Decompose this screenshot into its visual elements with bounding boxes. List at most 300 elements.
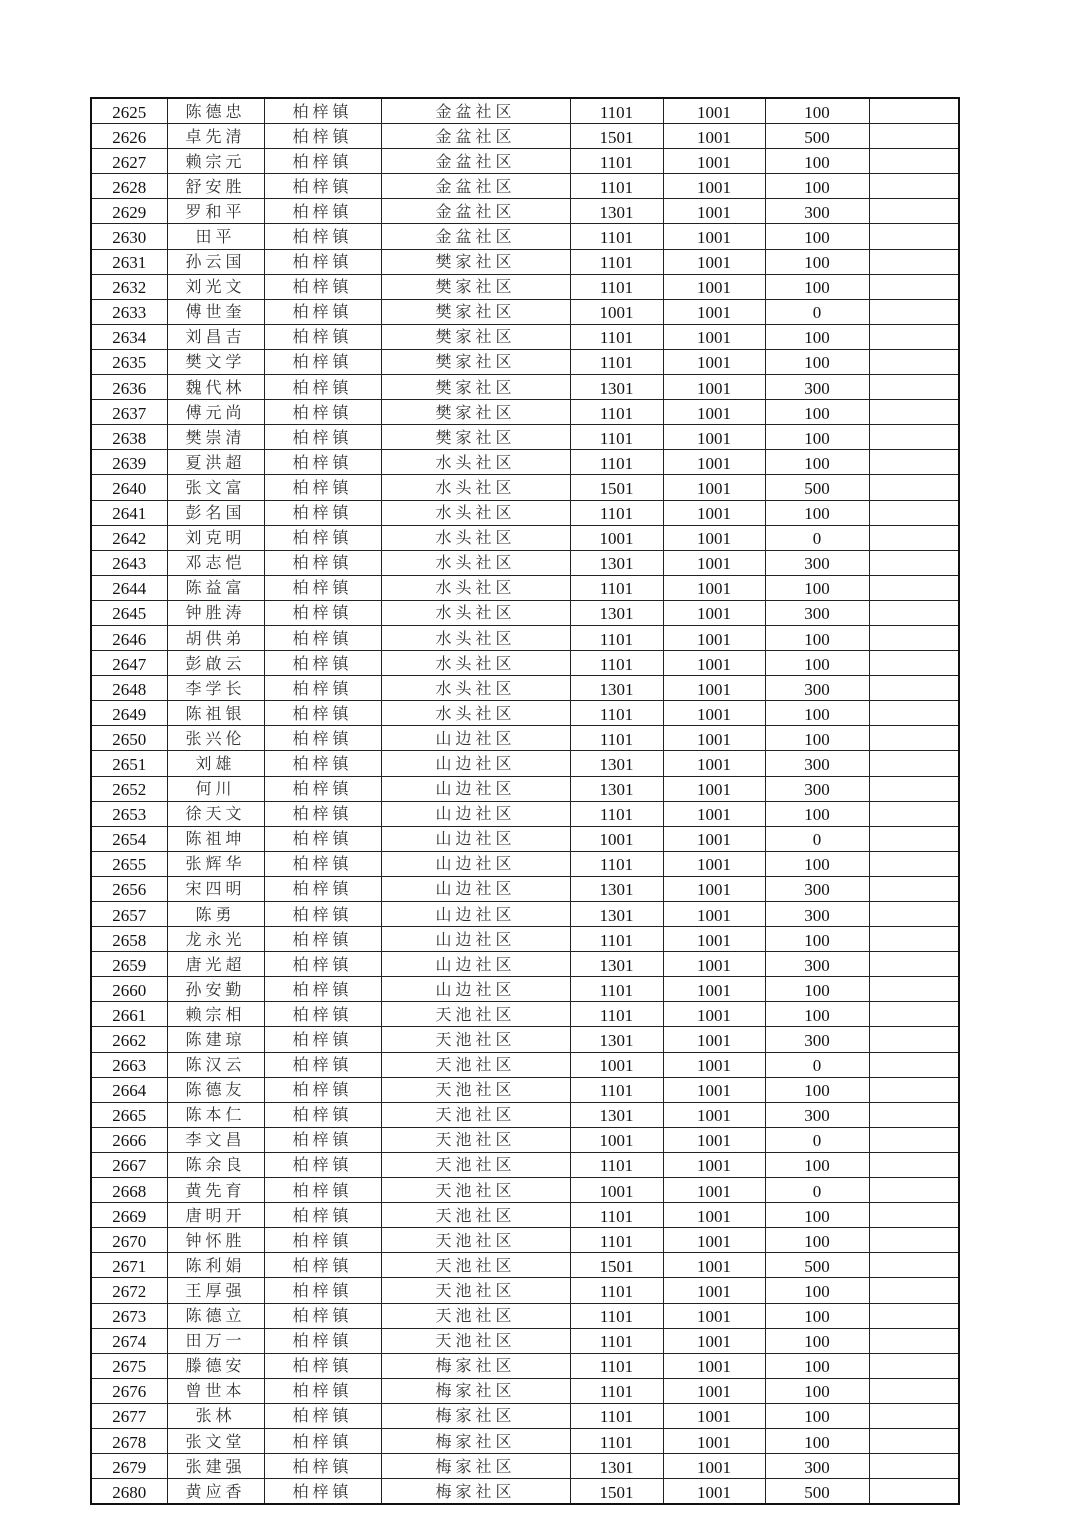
community-cell: 天池社区 bbox=[381, 1178, 570, 1203]
code2-cell: 1001 bbox=[663, 525, 765, 550]
code2-cell: 1001 bbox=[663, 977, 765, 1002]
amount-cell: 100 bbox=[765, 224, 869, 249]
town-cell: 柏梓镇 bbox=[264, 550, 381, 575]
name-cell: 孙安勤 bbox=[167, 977, 264, 1002]
row-index-cell: 2649 bbox=[91, 701, 167, 726]
remark-cell bbox=[869, 1228, 959, 1253]
table-row bbox=[91, 902, 959, 927]
name-cell: 张文堂 bbox=[167, 1428, 264, 1453]
code2-cell: 1001 bbox=[663, 400, 765, 425]
row-index-cell: 2657 bbox=[91, 902, 167, 927]
table-row bbox=[91, 1328, 959, 1353]
remark-cell bbox=[869, 1077, 959, 1102]
community-cell: 山边社区 bbox=[381, 902, 570, 927]
row-index-cell: 2629 bbox=[91, 199, 167, 224]
name-cell: 刘昌吉 bbox=[167, 324, 264, 349]
code2-cell: 1001 bbox=[663, 324, 765, 349]
amount-cell: 500 bbox=[765, 124, 869, 149]
row-index-cell: 2643 bbox=[91, 550, 167, 575]
table-row bbox=[91, 98, 959, 124]
name-cell: 卓先清 bbox=[167, 124, 264, 149]
row-index-cell: 2633 bbox=[91, 299, 167, 324]
town-cell: 柏梓镇 bbox=[264, 1178, 381, 1203]
community-cell: 山边社区 bbox=[381, 726, 570, 751]
community-cell: 樊家社区 bbox=[381, 324, 570, 349]
row-index-cell: 2673 bbox=[91, 1303, 167, 1328]
amount-cell: 100 bbox=[765, 1278, 869, 1303]
table-row bbox=[91, 550, 959, 575]
remark-cell bbox=[869, 1479, 959, 1505]
name-cell: 陈德友 bbox=[167, 1077, 264, 1102]
code1-cell: 1101 bbox=[570, 1002, 663, 1027]
amount-cell: 100 bbox=[765, 149, 869, 174]
amount-cell: 100 bbox=[765, 349, 869, 374]
row-index-cell: 2668 bbox=[91, 1178, 167, 1203]
amount-cell: 300 bbox=[765, 952, 869, 977]
table-row bbox=[91, 174, 959, 199]
amount-cell: 100 bbox=[765, 1428, 869, 1453]
remark-cell bbox=[869, 249, 959, 274]
remark-cell bbox=[869, 1428, 959, 1453]
community-cell: 水头社区 bbox=[381, 676, 570, 701]
table-row bbox=[91, 1002, 959, 1027]
remark-cell bbox=[869, 1102, 959, 1127]
amount-cell: 300 bbox=[765, 1102, 869, 1127]
remark-cell bbox=[869, 274, 959, 299]
name-cell: 张兴伦 bbox=[167, 726, 264, 751]
table-row bbox=[91, 475, 959, 500]
town-cell: 柏梓镇 bbox=[264, 1077, 381, 1102]
row-index-cell: 2632 bbox=[91, 274, 167, 299]
town-cell: 柏梓镇 bbox=[264, 952, 381, 977]
code1-cell: 1301 bbox=[570, 199, 663, 224]
code2-cell: 1001 bbox=[663, 851, 765, 876]
table-row bbox=[91, 1479, 959, 1505]
remark-cell bbox=[869, 801, 959, 826]
row-index-cell: 2635 bbox=[91, 349, 167, 374]
row-index-cell: 2661 bbox=[91, 1002, 167, 1027]
town-cell: 柏梓镇 bbox=[264, 1152, 381, 1177]
community-cell: 天池社区 bbox=[381, 1328, 570, 1353]
town-cell: 柏梓镇 bbox=[264, 1127, 381, 1152]
table-row bbox=[91, 450, 959, 475]
name-cell: 胡供弟 bbox=[167, 625, 264, 650]
code2-cell: 1001 bbox=[663, 1077, 765, 1102]
table-row bbox=[91, 1253, 959, 1278]
code2-cell: 1001 bbox=[663, 1228, 765, 1253]
code1-cell: 1101 bbox=[570, 625, 663, 650]
code2-cell: 1001 bbox=[663, 1052, 765, 1077]
row-index-cell: 2645 bbox=[91, 600, 167, 625]
remark-cell bbox=[869, 174, 959, 199]
community-cell: 天池社区 bbox=[381, 1102, 570, 1127]
code2-cell: 1001 bbox=[663, 1278, 765, 1303]
town-cell: 柏梓镇 bbox=[264, 299, 381, 324]
amount-cell: 100 bbox=[765, 1077, 869, 1102]
code2-cell: 1001 bbox=[663, 1253, 765, 1278]
code1-cell: 1101 bbox=[570, 274, 663, 299]
row-index-cell: 2654 bbox=[91, 826, 167, 851]
amount-cell: 300 bbox=[765, 751, 869, 776]
amount-cell: 100 bbox=[765, 927, 869, 952]
remark-cell bbox=[869, 425, 959, 450]
town-cell: 柏梓镇 bbox=[264, 224, 381, 249]
name-cell: 张建强 bbox=[167, 1454, 264, 1479]
community-cell: 梅家社区 bbox=[381, 1454, 570, 1479]
code2-cell: 1001 bbox=[663, 425, 765, 450]
code2-cell: 1001 bbox=[663, 676, 765, 701]
community-cell: 梅家社区 bbox=[381, 1403, 570, 1428]
remark-cell bbox=[869, 1178, 959, 1203]
community-cell: 水头社区 bbox=[381, 450, 570, 475]
remark-cell bbox=[869, 1403, 959, 1428]
name-cell: 陈德立 bbox=[167, 1303, 264, 1328]
name-cell: 陈汉云 bbox=[167, 1052, 264, 1077]
name-cell: 彭啟云 bbox=[167, 651, 264, 676]
remark-cell bbox=[869, 1052, 959, 1077]
code2-cell: 1001 bbox=[663, 1002, 765, 1027]
code2-cell: 1001 bbox=[663, 375, 765, 400]
code2-cell: 1001 bbox=[663, 224, 765, 249]
community-cell: 山边社区 bbox=[381, 851, 570, 876]
name-cell: 唐明开 bbox=[167, 1203, 264, 1228]
row-index-cell: 2631 bbox=[91, 249, 167, 274]
row-index-cell: 2669 bbox=[91, 1203, 167, 1228]
amount-cell: 500 bbox=[765, 1253, 869, 1278]
town-cell: 柏梓镇 bbox=[264, 575, 381, 600]
community-cell: 梅家社区 bbox=[381, 1378, 570, 1403]
community-cell: 水头社区 bbox=[381, 475, 570, 500]
code1-cell: 1101 bbox=[570, 927, 663, 952]
code2-cell: 1001 bbox=[663, 124, 765, 149]
code1-cell: 1301 bbox=[570, 902, 663, 927]
remark-cell bbox=[869, 450, 959, 475]
remark-cell bbox=[869, 977, 959, 1002]
row-index-cell: 2655 bbox=[91, 851, 167, 876]
code1-cell: 1101 bbox=[570, 425, 663, 450]
code1-cell: 1101 bbox=[570, 1403, 663, 1428]
amount-cell: 500 bbox=[765, 475, 869, 500]
code1-cell: 1501 bbox=[570, 1253, 663, 1278]
town-cell: 柏梓镇 bbox=[264, 199, 381, 224]
table-row bbox=[91, 1077, 959, 1102]
name-cell: 何川 bbox=[167, 776, 264, 801]
name-cell: 张辉华 bbox=[167, 851, 264, 876]
remark-cell bbox=[869, 199, 959, 224]
name-cell: 徐天文 bbox=[167, 801, 264, 826]
name-cell: 钟胜涛 bbox=[167, 600, 264, 625]
name-cell: 黄先育 bbox=[167, 1178, 264, 1203]
amount-cell: 300 bbox=[765, 876, 869, 901]
remark-cell bbox=[869, 826, 959, 851]
community-cell: 天池社区 bbox=[381, 1052, 570, 1077]
community-cell: 天池社区 bbox=[381, 1077, 570, 1102]
name-cell: 李学长 bbox=[167, 676, 264, 701]
code1-cell: 1101 bbox=[570, 1203, 663, 1228]
table-row bbox=[91, 1027, 959, 1052]
community-cell: 梅家社区 bbox=[381, 1428, 570, 1453]
remark-cell bbox=[869, 1253, 959, 1278]
town-cell: 柏梓镇 bbox=[264, 1353, 381, 1378]
remark-cell bbox=[869, 1027, 959, 1052]
amount-cell: 300 bbox=[765, 676, 869, 701]
community-cell: 樊家社区 bbox=[381, 249, 570, 274]
name-cell: 刘克明 bbox=[167, 525, 264, 550]
town-cell: 柏梓镇 bbox=[264, 149, 381, 174]
name-cell: 陈祖坤 bbox=[167, 826, 264, 851]
name-cell: 傅元尚 bbox=[167, 400, 264, 425]
row-index-cell: 2648 bbox=[91, 676, 167, 701]
remark-cell bbox=[869, 1328, 959, 1353]
amount-cell: 100 bbox=[765, 324, 869, 349]
data-table bbox=[90, 97, 960, 1505]
code1-cell: 1101 bbox=[570, 575, 663, 600]
community-cell: 天池社区 bbox=[381, 1002, 570, 1027]
town-cell: 柏梓镇 bbox=[264, 1027, 381, 1052]
code1-cell: 1101 bbox=[570, 450, 663, 475]
name-cell: 王厚强 bbox=[167, 1278, 264, 1303]
table-row bbox=[91, 927, 959, 952]
community-cell: 水头社区 bbox=[381, 500, 570, 525]
code1-cell: 1001 bbox=[570, 1052, 663, 1077]
table-row bbox=[91, 600, 959, 625]
row-index-cell: 2650 bbox=[91, 726, 167, 751]
code1-cell: 1101 bbox=[570, 1228, 663, 1253]
remark-cell bbox=[869, 1353, 959, 1378]
town-cell: 柏梓镇 bbox=[264, 1278, 381, 1303]
code1-cell: 1301 bbox=[570, 676, 663, 701]
row-index-cell: 2637 bbox=[91, 400, 167, 425]
remark-cell bbox=[869, 400, 959, 425]
community-cell: 天池社区 bbox=[381, 1152, 570, 1177]
code1-cell: 1001 bbox=[570, 1127, 663, 1152]
table-body bbox=[91, 98, 959, 1504]
code2-cell: 1001 bbox=[663, 1152, 765, 1177]
community-cell: 山边社区 bbox=[381, 801, 570, 826]
row-index-cell: 2658 bbox=[91, 927, 167, 952]
community-cell: 山边社区 bbox=[381, 977, 570, 1002]
code2-cell: 1001 bbox=[663, 575, 765, 600]
name-cell: 陈益富 bbox=[167, 575, 264, 600]
town-cell: 柏梓镇 bbox=[264, 349, 381, 374]
code2-cell: 1001 bbox=[663, 500, 765, 525]
code1-cell: 1101 bbox=[570, 701, 663, 726]
remark-cell bbox=[869, 324, 959, 349]
code1-cell: 1101 bbox=[570, 1077, 663, 1102]
town-cell: 柏梓镇 bbox=[264, 450, 381, 475]
community-cell: 天池社区 bbox=[381, 1253, 570, 1278]
name-cell: 孙云国 bbox=[167, 249, 264, 274]
town-cell: 柏梓镇 bbox=[264, 676, 381, 701]
code2-cell: 1001 bbox=[663, 174, 765, 199]
row-index-cell: 2636 bbox=[91, 375, 167, 400]
name-cell: 夏洪超 bbox=[167, 450, 264, 475]
town-cell: 柏梓镇 bbox=[264, 625, 381, 650]
table-row bbox=[91, 124, 959, 149]
row-index-cell: 2676 bbox=[91, 1378, 167, 1403]
code1-cell: 1101 bbox=[570, 500, 663, 525]
town-cell: 柏梓镇 bbox=[264, 324, 381, 349]
amount-cell: 0 bbox=[765, 299, 869, 324]
code2-cell: 1001 bbox=[663, 1178, 765, 1203]
code1-cell: 1301 bbox=[570, 776, 663, 801]
code2-cell: 1001 bbox=[663, 550, 765, 575]
community-cell: 水头社区 bbox=[381, 575, 570, 600]
code2-cell: 1001 bbox=[663, 927, 765, 952]
name-cell: 傅世奎 bbox=[167, 299, 264, 324]
code1-cell: 1101 bbox=[570, 1278, 663, 1303]
remark-cell bbox=[869, 550, 959, 575]
amount-cell: 100 bbox=[765, 98, 869, 124]
row-index-cell: 2671 bbox=[91, 1253, 167, 1278]
code2-cell: 1001 bbox=[663, 651, 765, 676]
town-cell: 柏梓镇 bbox=[264, 1303, 381, 1328]
table-row bbox=[91, 1353, 959, 1378]
town-cell: 柏梓镇 bbox=[264, 651, 381, 676]
code1-cell: 1101 bbox=[570, 349, 663, 374]
table-row bbox=[91, 375, 959, 400]
row-index-cell: 2679 bbox=[91, 1454, 167, 1479]
table-row bbox=[91, 1428, 959, 1453]
remark-cell bbox=[869, 726, 959, 751]
code2-cell: 1001 bbox=[663, 1102, 765, 1127]
code2-cell: 1001 bbox=[663, 726, 765, 751]
amount-cell: 0 bbox=[765, 826, 869, 851]
row-index-cell: 2642 bbox=[91, 525, 167, 550]
table-row bbox=[91, 1278, 959, 1303]
town-cell: 柏梓镇 bbox=[264, 1253, 381, 1278]
code1-cell: 1301 bbox=[570, 600, 663, 625]
name-cell: 魏代林 bbox=[167, 375, 264, 400]
amount-cell: 300 bbox=[765, 375, 869, 400]
code1-cell: 1501 bbox=[570, 475, 663, 500]
amount-cell: 100 bbox=[765, 575, 869, 600]
table-row bbox=[91, 1102, 959, 1127]
community-cell: 樊家社区 bbox=[381, 425, 570, 450]
code1-cell: 1101 bbox=[570, 1428, 663, 1453]
code2-cell: 1001 bbox=[663, 1378, 765, 1403]
code2-cell: 1001 bbox=[663, 625, 765, 650]
code2-cell: 1001 bbox=[663, 1479, 765, 1505]
town-cell: 柏梓镇 bbox=[264, 475, 381, 500]
amount-cell: 300 bbox=[765, 600, 869, 625]
amount-cell: 100 bbox=[765, 249, 869, 274]
code1-cell: 1301 bbox=[570, 1102, 663, 1127]
community-cell: 天池社区 bbox=[381, 1203, 570, 1228]
code1-cell: 1301 bbox=[570, 1027, 663, 1052]
remark-cell bbox=[869, 651, 959, 676]
remark-cell bbox=[869, 1152, 959, 1177]
code2-cell: 1001 bbox=[663, 1328, 765, 1353]
name-cell: 龙永光 bbox=[167, 927, 264, 952]
table-row bbox=[91, 1303, 959, 1328]
row-index-cell: 2664 bbox=[91, 1077, 167, 1102]
remark-cell bbox=[869, 952, 959, 977]
amount-cell: 100 bbox=[765, 174, 869, 199]
code2-cell: 1001 bbox=[663, 249, 765, 274]
amount-cell: 100 bbox=[765, 1228, 869, 1253]
amount-cell: 100 bbox=[765, 1353, 869, 1378]
town-cell: 柏梓镇 bbox=[264, 1052, 381, 1077]
code1-cell: 1101 bbox=[570, 977, 663, 1002]
name-cell: 彭名国 bbox=[167, 500, 264, 525]
amount-cell: 0 bbox=[765, 525, 869, 550]
code1-cell: 1101 bbox=[570, 1353, 663, 1378]
table-row bbox=[91, 1152, 959, 1177]
code2-cell: 1001 bbox=[663, 1403, 765, 1428]
town-cell: 柏梓镇 bbox=[264, 851, 381, 876]
remark-cell bbox=[869, 701, 959, 726]
remark-cell bbox=[869, 927, 959, 952]
name-cell: 陈祖银 bbox=[167, 701, 264, 726]
name-cell: 田万一 bbox=[167, 1328, 264, 1353]
community-cell: 天池社区 bbox=[381, 1027, 570, 1052]
remark-cell bbox=[869, 224, 959, 249]
town-cell: 柏梓镇 bbox=[264, 274, 381, 299]
amount-cell: 300 bbox=[765, 1454, 869, 1479]
table-row bbox=[91, 701, 959, 726]
code1-cell: 1101 bbox=[570, 324, 663, 349]
remark-cell bbox=[869, 1278, 959, 1303]
code2-cell: 1001 bbox=[663, 701, 765, 726]
amount-cell: 100 bbox=[765, 400, 869, 425]
row-index-cell: 2656 bbox=[91, 876, 167, 901]
name-cell: 李文昌 bbox=[167, 1127, 264, 1152]
community-cell: 金盆社区 bbox=[381, 199, 570, 224]
remark-cell bbox=[869, 475, 959, 500]
name-cell: 樊崇清 bbox=[167, 425, 264, 450]
code1-cell: 1301 bbox=[570, 375, 663, 400]
town-cell: 柏梓镇 bbox=[264, 1102, 381, 1127]
remark-cell bbox=[869, 676, 959, 701]
community-cell: 水头社区 bbox=[381, 550, 570, 575]
code1-cell: 1101 bbox=[570, 801, 663, 826]
community-cell: 水头社区 bbox=[381, 600, 570, 625]
code1-cell: 1301 bbox=[570, 952, 663, 977]
town-cell: 柏梓镇 bbox=[264, 902, 381, 927]
name-cell: 陈利娟 bbox=[167, 1253, 264, 1278]
amount-cell: 300 bbox=[765, 1027, 869, 1052]
amount-cell: 300 bbox=[765, 902, 869, 927]
remark-cell bbox=[869, 500, 959, 525]
row-index-cell: 2626 bbox=[91, 124, 167, 149]
amount-cell: 100 bbox=[765, 1303, 869, 1328]
code1-cell: 1101 bbox=[570, 651, 663, 676]
town-cell: 柏梓镇 bbox=[264, 1428, 381, 1453]
amount-cell: 0 bbox=[765, 1178, 869, 1203]
code2-cell: 1001 bbox=[663, 450, 765, 475]
community-cell: 水头社区 bbox=[381, 701, 570, 726]
code2-cell: 1001 bbox=[663, 1127, 765, 1152]
remark-cell bbox=[869, 299, 959, 324]
code2-cell: 1001 bbox=[663, 751, 765, 776]
table-row bbox=[91, 1127, 959, 1152]
table-row bbox=[91, 149, 959, 174]
community-cell: 金盆社区 bbox=[381, 149, 570, 174]
name-cell: 陈本仁 bbox=[167, 1102, 264, 1127]
amount-cell: 300 bbox=[765, 776, 869, 801]
code1-cell: 1001 bbox=[570, 826, 663, 851]
community-cell: 梅家社区 bbox=[381, 1479, 570, 1505]
town-cell: 柏梓镇 bbox=[264, 751, 381, 776]
name-cell: 田平 bbox=[167, 224, 264, 249]
town-cell: 柏梓镇 bbox=[264, 1203, 381, 1228]
community-cell: 樊家社区 bbox=[381, 375, 570, 400]
table-row bbox=[91, 525, 959, 550]
remark-cell bbox=[869, 1002, 959, 1027]
code2-cell: 1001 bbox=[663, 952, 765, 977]
table-row bbox=[91, 625, 959, 650]
